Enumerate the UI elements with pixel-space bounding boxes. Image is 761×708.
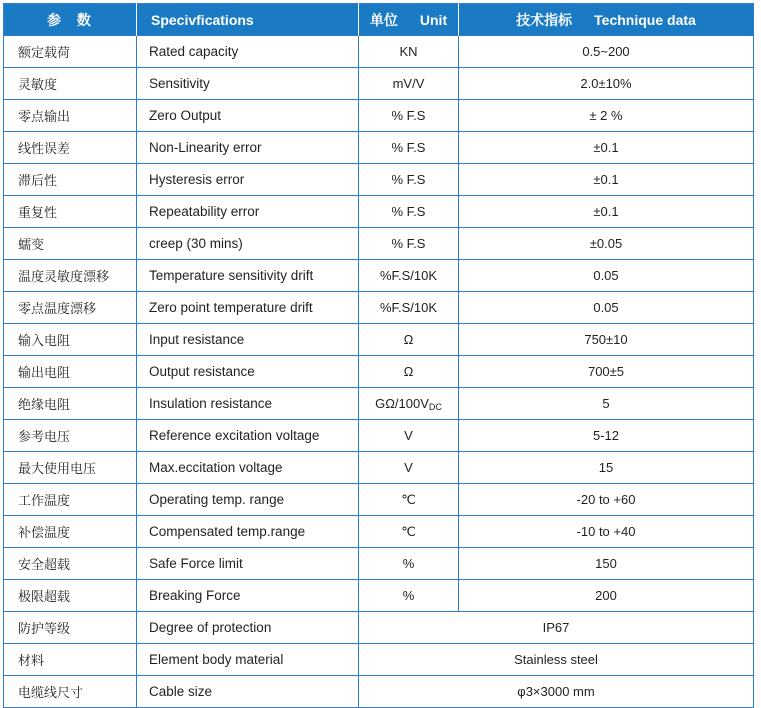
cell-parameter-cn: 重复性 [4, 196, 137, 228]
column-header-parameter [4, 4, 137, 36]
cell-value: 5 [459, 388, 754, 420]
cell-parameter-cn: 参考电压 [4, 420, 137, 452]
cell-value: 5-12 [459, 420, 754, 452]
column-header-specifications [137, 4, 359, 36]
cell-parameter-cn: 蠕变 [4, 228, 137, 260]
table-row [4, 388, 754, 420]
table-header [4, 4, 754, 36]
cell-specification-en: Output resistance [137, 356, 359, 388]
table-row [4, 164, 754, 196]
cell-value: 200 [459, 580, 754, 612]
cell-unit-base: GΩ/100V [375, 396, 429, 411]
cell-specification-en: Safe Force limit [137, 548, 359, 580]
cell-value: ±0.05 [459, 228, 754, 260]
table-row [4, 516, 754, 548]
cell-unit [359, 388, 459, 420]
cell-unit: Ω [359, 324, 459, 356]
cell-value: φ3×3000 mm [359, 676, 754, 708]
cell-value: 0.05 [459, 292, 754, 324]
table-row [4, 100, 754, 132]
cell-parameter-cn: 补偿温度 [4, 516, 137, 548]
cell-parameter-cn: 极限超载 [4, 580, 137, 612]
table-row [4, 484, 754, 516]
table-row [4, 644, 754, 676]
cell-specification-en: Sensitivity [137, 68, 359, 100]
cell-unit: mV/V [359, 68, 459, 100]
cell-unit: % F.S [359, 132, 459, 164]
cell-specification-en: Non-Linearity error [137, 132, 359, 164]
cell-value: Stainless steel [359, 644, 754, 676]
cell-unit: V [359, 452, 459, 484]
cell-value: ± 2 % [459, 100, 754, 132]
table-row [4, 420, 754, 452]
cell-value: 2.0±10% [459, 68, 754, 100]
cell-specification-en: Max.eccitation voltage [137, 452, 359, 484]
cell-value: IP67 [359, 612, 754, 644]
cell-specification-en: Reference excitation voltage [137, 420, 359, 452]
cell-value: 700±5 [459, 356, 754, 388]
table-row [4, 132, 754, 164]
cell-unit: Ω [359, 356, 459, 388]
column-header-technique-data [459, 4, 754, 36]
column-header-technique-en: Technique data [594, 11, 696, 28]
cell-value: -10 to +40 [459, 516, 754, 548]
cell-parameter-cn: 材料 [4, 644, 137, 676]
specifications-table-container [3, 3, 758, 708]
column-header-specifications-en: Specivfications [151, 11, 254, 28]
table-body [4, 36, 754, 708]
table-row [4, 452, 754, 484]
cell-value: -20 to +60 [459, 484, 754, 516]
cell-unit: % F.S [359, 228, 459, 260]
column-header-unit-en: Unit [419, 11, 448, 28]
cell-specification-en: Repeatability error [137, 196, 359, 228]
cell-specification-en: Input resistance [137, 324, 359, 356]
cell-specification-en: Insulation resistance [137, 388, 359, 420]
cell-parameter-cn: 输入电阻 [4, 324, 137, 356]
cell-parameter-cn: 灵敏度 [4, 68, 137, 100]
cell-parameter-cn: 额定载荷 [4, 36, 137, 68]
table-row [4, 580, 754, 612]
cell-parameter-cn: 温度灵敏度漂移 [4, 260, 137, 292]
cell-unit: % [359, 548, 459, 580]
cell-value: 0.05 [459, 260, 754, 292]
cell-unit: % F.S [359, 100, 459, 132]
table-header-row [4, 4, 754, 36]
cell-parameter-cn: 滞后性 [4, 164, 137, 196]
cell-unit: KN [359, 36, 459, 68]
specifications-table [3, 3, 754, 708]
cell-parameter-cn: 绝缘电阻 [4, 388, 137, 420]
cell-parameter-cn: 输出电阻 [4, 356, 137, 388]
table-row [4, 228, 754, 260]
table-row [4, 196, 754, 228]
cell-unit: %F.S/10K [359, 260, 459, 292]
cell-value: ±0.1 [459, 196, 754, 228]
table-row [4, 676, 754, 708]
cell-unit: % F.S [359, 196, 459, 228]
cell-unit: V [359, 420, 459, 452]
table-row [4, 260, 754, 292]
cell-value: 0.5~200 [459, 36, 754, 68]
cell-specification-en: Cable size [137, 676, 359, 708]
cell-specification-en: Breaking Force [137, 580, 359, 612]
cell-parameter-cn: 零点输出 [4, 100, 137, 132]
cell-unit: ℃ [359, 516, 459, 548]
cell-value: 150 [459, 548, 754, 580]
cell-specification-en: Zero Output [137, 100, 359, 132]
cell-parameter-cn: 线性误差 [4, 132, 137, 164]
cell-unit: % [359, 580, 459, 612]
column-header-technique-cn: 技术指标 [516, 11, 573, 28]
cell-unit: % F.S [359, 164, 459, 196]
cell-parameter-cn: 工作温度 [4, 484, 137, 516]
column-header-unit-cn: 单位 [369, 11, 398, 28]
cell-parameter-cn: 安全超载 [4, 548, 137, 580]
cell-specification-en: Rated capacity [137, 36, 359, 68]
cell-specification-en: Hysteresis error [137, 164, 359, 196]
cell-unit: ℃ [359, 484, 459, 516]
cell-specification-en: creep (30 mins) [137, 228, 359, 260]
cell-value: 750±10 [459, 324, 754, 356]
cell-value: ±0.1 [459, 132, 754, 164]
cell-parameter-cn: 零点温度漂移 [4, 292, 137, 324]
table-row [4, 324, 754, 356]
cell-unit: %F.S/10K [359, 292, 459, 324]
cell-specification-en: Degree of protection [137, 612, 359, 644]
column-header-parameter-cn: 参 数 [47, 11, 97, 28]
table-row [4, 292, 754, 324]
table-row [4, 356, 754, 388]
cell-parameter-cn: 电缆线尺寸 [4, 676, 137, 708]
column-header-unit [359, 4, 459, 36]
table-row [4, 68, 754, 100]
cell-value: ±0.1 [459, 164, 754, 196]
cell-value: 15 [459, 452, 754, 484]
cell-specification-en: Zero point temperature drift [137, 292, 359, 324]
table-row [4, 36, 754, 68]
table-row [4, 548, 754, 580]
cell-specification-en: Operating temp. range [137, 484, 359, 516]
cell-parameter-cn: 最大使用电压 [4, 452, 137, 484]
cell-specification-en: Element body material [137, 644, 359, 676]
cell-specification-en: Compensated temp.range [137, 516, 359, 548]
cell-unit-subscript: DC [428, 402, 442, 412]
table-row [4, 612, 754, 644]
cell-specification-en: Temperature sensitivity drift [137, 260, 359, 292]
cell-parameter-cn: 防护等级 [4, 612, 137, 644]
